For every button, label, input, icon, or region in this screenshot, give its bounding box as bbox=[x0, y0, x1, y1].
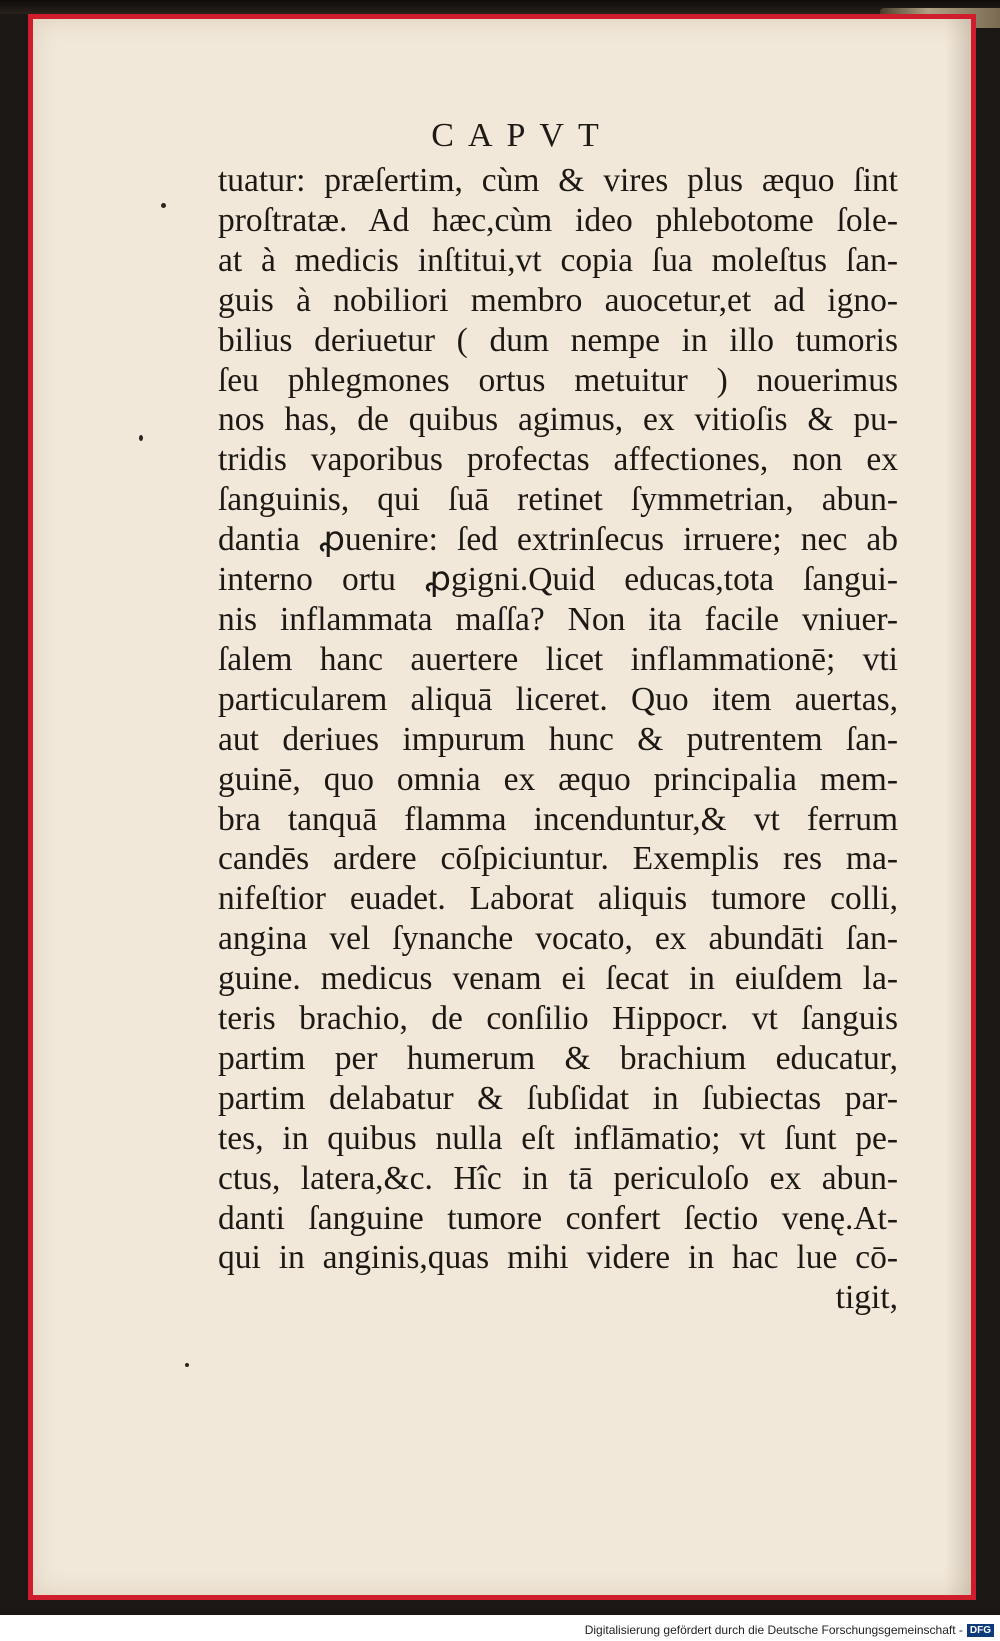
text-line: at à medicis inſtitui,vt copia ſua moleſtus ſan- bbox=[218, 241, 898, 279]
ink-spot bbox=[139, 435, 143, 441]
text-line: teris brachio, de conſilio Hippocr. vt ſanguis bbox=[218, 1000, 898, 1038]
text-line: bilius deriuetur ( dum nempe in illo tumoris bbox=[218, 321, 898, 359]
book-page bbox=[28, 14, 976, 1600]
body-text bbox=[218, 161, 898, 1318]
text-line: guinē, quo omnia ex æquo principalia mem- bbox=[218, 760, 898, 798]
text-line: tes, in quibus nulla eſt inflāmatio; vt ſunt pe- bbox=[218, 1119, 898, 1157]
footer-credit: Digitalisierung gefördert durch die Deutsche Forschungsgemeinschaft - bbox=[584, 1623, 963, 1637]
text-line: partim per humerum & brachium educatur, bbox=[218, 1039, 898, 1077]
text-line: partim delabatur & ſubſidat in ſubiectas par- bbox=[218, 1079, 898, 1117]
text-line: aut deriues impurum hunc & putrentem ſan- bbox=[218, 720, 898, 758]
text-line: ctus, latera,&c. Hîc in tā periculoſo ex abun- bbox=[218, 1159, 898, 1197]
text-line: tuatur: præſertim, cùm & vires plus æquo ſint bbox=[218, 162, 898, 199]
text-line: nis inflammata maſſa? Non ita facile vniuer- bbox=[218, 600, 898, 638]
text-line: ſanguinis, qui ſuā retinet ſymmetrian, abun- bbox=[218, 481, 898, 519]
text-line: interno ortu ꝓgigni.Quid educas,tota ſangui- bbox=[218, 561, 898, 599]
text-line: candēs ardere cōſpiciuntur. Exemplis res ma- bbox=[218, 840, 898, 878]
page-gutter-shadow bbox=[945, 19, 971, 1595]
text-line: angina vel ſynanche vocato, ex abundāti ſan- bbox=[218, 920, 898, 958]
text-line: nos has, de quibus agimus, ex vitioſis & pu- bbox=[218, 401, 898, 439]
ink-spot bbox=[185, 1363, 189, 1367]
digitization-footer bbox=[585, 1623, 994, 1637]
text-line: guine. medicus venam ei ſecat in eiuſdem la- bbox=[218, 960, 898, 998]
text-line: particularem aliquā liceret. Quo item auertas, bbox=[218, 680, 898, 718]
catchword: tigit, bbox=[835, 1279, 898, 1317]
text-line: ſeu phlegmones ortus metuitur ) nouerimus bbox=[218, 361, 898, 399]
text-line: bra tanquā flamma incenduntur,& vt ferrum bbox=[218, 800, 898, 838]
dfg-logo-icon: DFG bbox=[967, 1624, 994, 1637]
book-top-edge bbox=[0, 0, 1000, 14]
text-line: nifeſtior euadet. Laborat aliquis tumore colli, bbox=[218, 880, 898, 918]
ink-spot bbox=[161, 203, 166, 208]
text-line: qui in anginis,quas mihi videre in hac lue cō- bbox=[218, 1239, 898, 1277]
text-line: ſalem hanc auertere licet inflammationē; vti bbox=[218, 640, 898, 678]
text-line: proſtratæ. Ad hæc,cùm ideo phlebotome ſole- bbox=[218, 201, 898, 239]
text-line: danti ſanguine tumore confert ſectio venę.At- bbox=[218, 1199, 898, 1237]
text-line: dantia ꝓuenire: ſed extrinſecus irruere; nec ab bbox=[218, 521, 898, 559]
text-line: tridis vaporibus profectas affectiones, non ex bbox=[218, 441, 898, 479]
running-head: CAPVT bbox=[431, 117, 613, 154]
text-line: guis à nobiliori membro auocetur,et ad igno- bbox=[218, 281, 898, 319]
